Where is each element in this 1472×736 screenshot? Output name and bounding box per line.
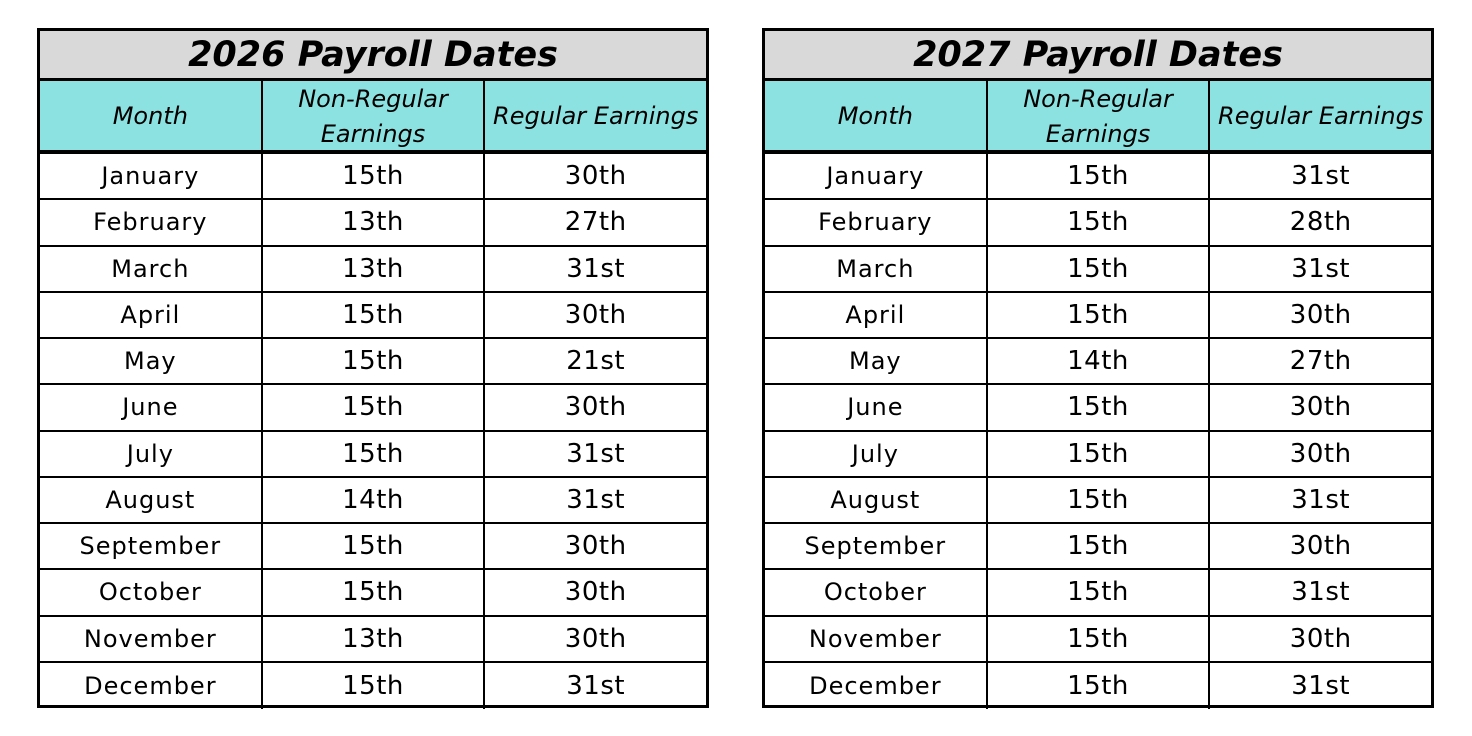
- cell-non-regular-earnings: 15th: [988, 524, 1211, 568]
- table-row: [40, 432, 706, 478]
- cell-month: November: [765, 617, 988, 661]
- table-row: [765, 154, 1431, 200]
- table-row: [765, 617, 1431, 663]
- payroll-table-2027: [762, 28, 1434, 708]
- cell-month: June: [765, 385, 988, 429]
- column-header-month: Month: [40, 81, 263, 150]
- cell-regular-earnings: 31st: [566, 253, 626, 284]
- payroll-table-2026: [37, 28, 709, 708]
- cell-month: February: [765, 200, 988, 244]
- cell-regular-earnings: 31st: [566, 670, 626, 701]
- cell-month: March: [40, 247, 263, 291]
- cell-month: September: [765, 524, 988, 568]
- cell-regular-earnings: 30th: [564, 531, 627, 562]
- cell-regular-earnings: 30th: [564, 161, 627, 192]
- table-header-row: [40, 81, 706, 154]
- cell-regular-earnings: 31st: [1291, 484, 1351, 515]
- table-body: [40, 154, 706, 709]
- cell-regular-earnings: 31st: [566, 484, 626, 515]
- cell-non-regular-earnings: 15th: [988, 385, 1211, 429]
- column-header-regular-earnings: Regular Earnings: [493, 102, 699, 131]
- cell-regular-earnings: 31st: [1291, 670, 1351, 701]
- cell-non-regular-earnings: 14th: [263, 478, 486, 522]
- table-row: [765, 339, 1431, 385]
- table-row: [40, 478, 706, 524]
- cell-month: April: [40, 293, 263, 337]
- table-row: [765, 200, 1431, 246]
- cell-non-regular-earnings: 13th: [263, 617, 486, 661]
- cell-non-regular-earnings: 15th: [988, 478, 1211, 522]
- table-header-row: [765, 81, 1431, 154]
- cell-regular-earnings: 30th: [564, 299, 627, 330]
- table-row: [765, 478, 1431, 524]
- cell-month: December: [40, 663, 263, 709]
- cell-month: August: [765, 478, 988, 522]
- table-row: [765, 385, 1431, 431]
- cell-non-regular-earnings: 15th: [988, 570, 1211, 614]
- table-row: [40, 570, 706, 616]
- table-row: [765, 432, 1431, 478]
- table-row: [765, 247, 1431, 293]
- cell-non-regular-earnings: 15th: [988, 663, 1211, 709]
- cell-non-regular-earnings: 15th: [263, 339, 486, 383]
- cell-month: September: [40, 524, 263, 568]
- cell-month: December: [765, 663, 988, 709]
- table-body: [765, 154, 1431, 709]
- cell-regular-earnings: 30th: [564, 623, 627, 654]
- table-row: [40, 524, 706, 570]
- cell-regular-earnings: 28th: [1289, 207, 1352, 238]
- cell-regular-earnings: 30th: [1289, 392, 1352, 423]
- cell-month: November: [40, 617, 263, 661]
- cell-regular-earnings: 30th: [1289, 623, 1352, 654]
- cell-non-regular-earnings: 15th: [263, 154, 486, 198]
- table-title: 2026 Payroll Dates: [40, 31, 706, 81]
- cell-month: October: [765, 570, 988, 614]
- table-title: 2027 Payroll Dates: [765, 31, 1431, 81]
- cell-month: April: [765, 293, 988, 337]
- table-row: [40, 293, 706, 339]
- cell-month: January: [765, 154, 988, 198]
- column-header-month: Month: [765, 81, 988, 150]
- table-row: [40, 154, 706, 200]
- column-header-non-regular-earnings: Non-Regular Earnings: [263, 81, 486, 150]
- cell-regular-earnings: 30th: [1289, 531, 1352, 562]
- cell-regular-earnings: 27th: [1289, 346, 1352, 377]
- cell-non-regular-earnings: 15th: [988, 247, 1211, 291]
- table-row: [40, 200, 706, 246]
- cell-month: February: [40, 200, 263, 244]
- cell-month: March: [765, 247, 988, 291]
- cell-non-regular-earnings: 15th: [988, 432, 1211, 476]
- table-row: [765, 570, 1431, 616]
- cell-regular-earnings: 31st: [1291, 577, 1351, 608]
- cell-regular-earnings: 21st: [566, 346, 626, 377]
- cell-regular-earnings: 30th: [564, 392, 627, 423]
- cell-regular-earnings: 27th: [564, 207, 627, 238]
- table-row: [40, 247, 706, 293]
- cell-regular-earnings: 31st: [1291, 253, 1351, 284]
- cell-regular-earnings: 31st: [1291, 161, 1351, 192]
- cell-non-regular-earnings: 13th: [263, 247, 486, 291]
- table-row: [765, 663, 1431, 709]
- cell-non-regular-earnings: 15th: [988, 154, 1211, 198]
- cell-regular-earnings: 30th: [1289, 299, 1352, 330]
- cell-non-regular-earnings: 14th: [988, 339, 1211, 383]
- cell-regular-earnings: 30th: [564, 577, 627, 608]
- cell-month: October: [40, 570, 263, 614]
- cell-regular-earnings: 30th: [1289, 438, 1352, 469]
- table-row: [765, 293, 1431, 339]
- cell-non-regular-earnings: 15th: [263, 293, 486, 337]
- column-header-non-regular-earnings: Non-Regular Earnings: [988, 81, 1211, 150]
- cell-non-regular-earnings: 15th: [263, 385, 486, 429]
- column-header-regular-earnings: Regular Earnings: [1218, 102, 1424, 131]
- table-row: [40, 339, 706, 385]
- table-row: [40, 617, 706, 663]
- table-row: [40, 385, 706, 431]
- cell-month: June: [40, 385, 263, 429]
- cell-month: July: [765, 432, 988, 476]
- cell-month: January: [40, 154, 263, 198]
- cell-month: July: [40, 432, 263, 476]
- cell-regular-earnings: 31st: [566, 438, 626, 469]
- cell-non-regular-earnings: 15th: [263, 570, 486, 614]
- table-row: [40, 663, 706, 709]
- cell-month: May: [40, 339, 263, 383]
- cell-non-regular-earnings: 15th: [263, 432, 486, 476]
- cell-non-regular-earnings: 13th: [263, 200, 486, 244]
- cell-non-regular-earnings: 15th: [988, 617, 1211, 661]
- cell-non-regular-earnings: 15th: [988, 293, 1211, 337]
- table-row: [765, 524, 1431, 570]
- cell-non-regular-earnings: 15th: [263, 524, 486, 568]
- cell-month: May: [765, 339, 988, 383]
- cell-non-regular-earnings: 15th: [988, 200, 1211, 244]
- cell-month: August: [40, 478, 263, 522]
- cell-non-regular-earnings: 15th: [263, 663, 486, 709]
